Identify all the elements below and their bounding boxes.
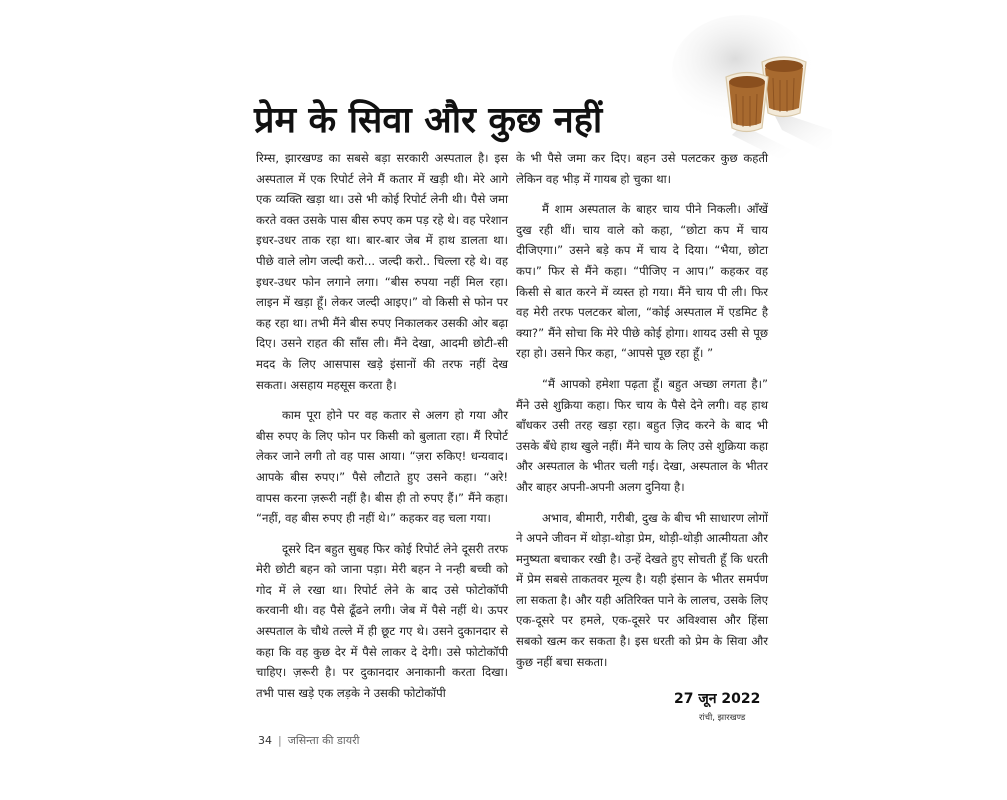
page-footer (258, 733, 359, 748)
entry-date: 27 जून 2022 (674, 691, 761, 707)
paragraph: के भी पैसे जमा कर दिए। बहन उसे पलटकर कुछ कहती लेकिन वह भीड़ में गायब हो चुका था। (516, 151, 768, 186)
left-column (256, 148, 508, 713)
page-number: 34 (258, 734, 272, 747)
paragraph: रिम्स, झारखण्ड का सबसे बड़ा सरकारी अस्पताल है। इस अस्पताल में एक रिपोर्ट लेने मैं कतार में खड़ी थी। मेरे आगे एक व्यक्ति खड़ा था। उसे भी कोई रिपोर्ट लेनी थी। पैसे जमा करते वक्त उसके पास बीस रुपए कम पड़ रहे थे। वह परेशान इधर-उधर ताक रहा था। बार-बार जेब में हाथ डालता था। पीछे वाले लोग जल्दी करो... जल्दी करो.. चिल्ला रहे थे। वह इधर-उधर फोन लगाने लगा। “बीस रुपया नहीं मिल रहा। लाइन में खड़ा हूँ। लेकर जल्दी आइए।” वो किसी से फोन पर कह रहा था। तभी मैंने बीस रुपए निकालकर उसकी ओर बढ़ा दिए। उसने राहत की साँस ली। मैंने देखा, आदमी छोटी-सी मदद के लिए आसपास खड़े इंसानों की तरफ नहीं देख सकता। असहाय महसूस करता है। (256, 151, 508, 392)
chai-glasses-icon (672, 0, 832, 160)
entry-place: रांची, झारखण्ड (699, 713, 746, 723)
book-title: जसिन्ता की डायरी (287, 734, 360, 747)
right-column (516, 148, 768, 682)
paragraph: काम पूरा होने पर वह कतार से अलग हो गया और बीस रुपए के लिए फोन पर किसी को बुलाता रहा। मैं रिपोर्ट लेकर जाने लगी तो वह पास आया। “ज़रा रुकिए! धन्यवाद। आपके बीस रुपए।” पैसे लौटाते हुए उसने कहा। “अरे! वापस करना ज़रूरी नहीं है। बीस ही तो रुपए हैं।” मैंने कहा। “नहीं, वह बीस रुपए ही नहीं थे।” कहकर वह चला गया। (256, 408, 508, 526)
paragraph: मैं शाम अस्पताल के बाहर चाय पीने निकली। आँखें दुख रही थीं। चाय वाले को कहा, “छोटा कप में चाय दीजिएगा।” उसने बड़े कप में चाय दे दिया। “भैया, छोटा कप।” फिर से मैंने कहा। “पीजिए न आप।” कहकर वह किसी से बात करने में व्यस्त हो गया। मैंने चाय पी ली। फिर वह मेरी तरफ पलटकर बोला, “कोई अस्पताल में एडमिट है क्या?” मैंने सोचा कि मेरे पीछे कोई होगा। शायद उसी से पूछ रहा हो। उसने फिर कहा, “आपसे पूछ रहा हूँ। ” (516, 202, 768, 361)
footer-separator: | (278, 734, 282, 747)
paragraph: दूसरे दिन बहुत सुबह फिर कोई रिपोर्ट लेने दूसरी तरफ मेरी छोटी बहन को जाना पड़ा। मेरी बहन ने नन्ही बच्ची को गोद में ले रखा था। रिपोर्ट लेने के बाद उसे फोटोकॉपी करवानी थी। वह पैसे ढूँढने लगी। जेब में पैसे नहीं थे। ऊपर अस्पताल के चौथे तल्ले में ही छूट गए थे। उसने दुकानदार से कहा कि वह कुछ देर में पैसे लाकर दे देगी। उसे फोटोकॉपी चाहिए। ज़रूरी है। पर दुकानदार अनाकानी करता दिखा। तभी पास खड़े एक लड़के ने उसकी फोटोकॉपी (256, 541, 508, 700)
paragraph: अभाव, बीमारी, गरीबी, दुख के बीच भी साधारण लोगों ने अपने जीवन में थोड़ा-थोड़ा प्रेम, थोड़ी-थोड़ी आत्मीयता और मनुष्यता बचाकर रखी है। उन्हें देखते हुए सोचती हूँ कि धरती में प्रेम सबसे ताकतवर मूल्य है। यही इंसान के भीतर समर्पण ला सकता है। और यही अतिरिक्त पाने के लालच, उसके लिए एक-दूसरे पर हमले, एक-दूसरे पर अविश्वास और हिंसा सबको खत्म कर सकता है। इस धरती को प्रेम के सिवा और कुछ नहीं बचा सकता। (516, 510, 768, 669)
page-title: प्रेम के सिवा और कुछ नहीं (254, 100, 603, 142)
paragraph: “मैं आपको हमेशा पढ़ता हूँ। बहुत अच्छा लगता है।” मैंने उसे शुक्रिया कहा। फिर चाय के पैसे देने लगी। वह हाथ बाँधकर उसी तरह खड़ा रहा। बहुत ज़िद करने के बाद भी उसके बँधे हाथ खुले नहीं। मैंने चाय के लिए उसे शुक्रिया कहा और अस्पताल के भीतर चली गई। देखा, अस्पताल के भीतर और बाहर अपनी-अपनी अलग दुनिया है। (516, 376, 768, 494)
